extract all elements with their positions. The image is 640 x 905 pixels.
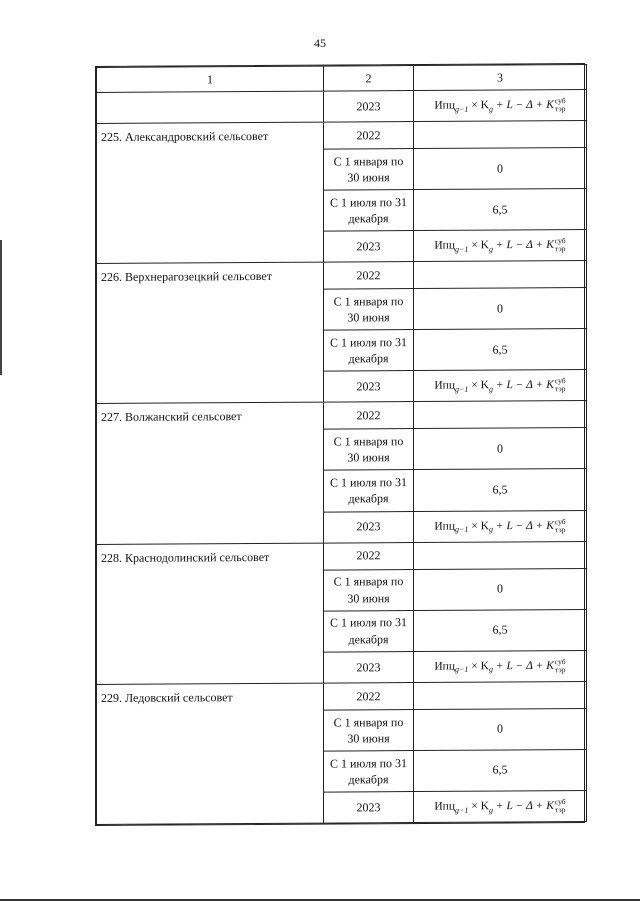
formula-k-subscript: g [488, 524, 493, 534]
formula-superscript: суб [554, 797, 566, 807]
value-cell [414, 121, 587, 149]
period-cell: С 1 июля по 31 декабря [324, 190, 414, 232]
value-cell: 0 [414, 708, 587, 750]
table-row [97, 681, 587, 711]
page-number: 45 [314, 36, 326, 50]
formula-k-ter: K [546, 379, 554, 392]
value-cell [414, 681, 587, 709]
tariff-table-frame [95, 63, 585, 826]
continuation-name-cell [97, 91, 324, 123]
formula-subscript: g−1 [455, 665, 469, 675]
formula-times: × [468, 659, 481, 673]
formula-times: × [468, 379, 481, 392]
formula-k-subscript: g [488, 244, 493, 254]
period-cell: 2023 [324, 511, 414, 543]
formula-cell [414, 510, 587, 542]
value-cell: 6,5 [414, 329, 587, 371]
formula-base: Ипц [434, 99, 455, 112]
value-cell: 6,5 [414, 749, 587, 791]
formula-base: Ипц [434, 379, 455, 392]
period-cell: С 1 января по 30 июня [324, 429, 414, 471]
formula-base: Ипц [434, 239, 455, 252]
formula-k: K [480, 99, 489, 112]
value-cell [414, 261, 587, 289]
formula-k-subscript: g [488, 664, 493, 674]
header-col-3: 3 [414, 64, 587, 90]
period-cell: 2022 [324, 402, 414, 430]
formula-k-ter: K [546, 98, 554, 111]
formula-base: Ипц [434, 800, 455, 813]
formula-lowerscript: тэр [555, 524, 566, 534]
settlement-name: 225. Александровский сельсовет [97, 122, 324, 264]
formula-subscript: g−1 [455, 805, 469, 815]
formula-subscript: g−1 [455, 384, 469, 394]
formula-lowerscript: тэр [555, 664, 566, 674]
formula-rest: + L − Δ + [492, 379, 547, 392]
period-cell: 2022 [324, 682, 414, 710]
period-cell: С 1 июля по 31 декабря [324, 750, 414, 792]
period-cell: С 1 января по 30 июня [324, 289, 414, 331]
value-cell: 0 [414, 288, 587, 330]
formula-cell [414, 650, 587, 682]
formula-lowerscript: тэр [555, 104, 566, 114]
scan-bottom-line [0, 899, 640, 901]
formula-superscript: суб [554, 96, 566, 106]
period-cell: С 1 июля по 31 декабря [324, 610, 414, 652]
formula-k: K [480, 519, 489, 532]
table-row [97, 121, 587, 151]
period-cell: 2022 [324, 122, 414, 150]
formula-k-subscript: g [488, 384, 493, 394]
formula-times: × [468, 239, 481, 252]
formula-k-ter: K [546, 519, 554, 532]
settlement-name: 227. Волжанский сельсовет [97, 402, 324, 544]
formula-k: K [480, 800, 489, 813]
period-cell: 2022 [324, 262, 414, 290]
settlement-name: 229. Ледовский сельсовет [97, 683, 324, 825]
settlement-name: 226. Верхнерагозецкий сельсовет [97, 262, 324, 404]
tariff-table [96, 64, 587, 825]
settlement-name: 228. Краснодолинский сельсовет [97, 543, 324, 685]
scan-edge-mark [0, 240, 2, 375]
formula-rest: + L − Δ + [492, 659, 547, 672]
value-cell: 0 [414, 568, 587, 610]
formula-rest: + L − Δ + [492, 98, 547, 112]
continuation-period: 2023 [324, 91, 414, 123]
formula-k-scripts [555, 377, 566, 393]
formula-cell [414, 230, 587, 262]
formula-k-subscript: g [488, 805, 493, 815]
value-cell: 6,5 [414, 189, 587, 231]
period-cell: 2023 [324, 231, 414, 263]
formula-k-ter: K [546, 799, 554, 812]
period-cell: 2023 [324, 651, 414, 683]
continuation-row [97, 90, 587, 124]
formula-k-scripts [555, 798, 566, 814]
value-cell: 0 [414, 148, 587, 190]
value-cell: 6,5 [414, 469, 587, 511]
formula-rest: + L − Δ + [492, 799, 547, 813]
value-cell: 6,5 [414, 609, 587, 651]
formula-k-ter: K [546, 239, 554, 252]
formula-k-subscript: g [488, 104, 493, 114]
period-cell: С 1 января по 30 июня [324, 709, 414, 751]
formula-subscript: g−1 [455, 524, 469, 534]
formula-superscript: суб [554, 376, 566, 386]
formula-k-scripts [555, 518, 566, 534]
formula-subscript: g−1 [455, 244, 469, 254]
table-row [97, 261, 587, 291]
period-cell: С 1 июля по 31 декабря [324, 330, 414, 372]
period-cell: 2023 [324, 791, 414, 823]
header-col-2: 2 [324, 66, 414, 92]
formula-times: × [468, 99, 481, 112]
formula-lowerscript: тэр [555, 244, 566, 254]
formula-base: Ипц [434, 660, 455, 673]
value-cell: 0 [414, 428, 587, 470]
formula-superscript: суб [554, 656, 566, 666]
table-row [97, 541, 587, 571]
table-row [97, 401, 587, 431]
formula-cell [414, 370, 587, 402]
header-col-1: 1 [97, 66, 324, 92]
formula-k-scripts [555, 97, 566, 113]
formula-k-scripts [555, 237, 566, 253]
period-cell: С 1 января по 30 июня [324, 569, 414, 611]
formula-rest: + L − Δ + [492, 519, 547, 532]
formula-k-scripts [555, 658, 566, 674]
formula-superscript: суб [554, 516, 566, 526]
period-cell: 2022 [324, 542, 414, 570]
formula-cell [414, 90, 587, 122]
formula-lowerscript: тэр [555, 384, 566, 394]
formula-lowerscript: тэр [555, 805, 566, 815]
formula-superscript: суб [554, 236, 566, 246]
value-cell [414, 541, 587, 569]
period-cell: С 1 января по 30 июня [324, 149, 414, 191]
formula-base: Ипц [434, 519, 455, 533]
value-cell [414, 401, 587, 429]
header-row [97, 64, 587, 92]
formula-k: K [480, 659, 489, 672]
formula-cell [414, 790, 587, 822]
period-cell: С 1 июля по 31 декабря [324, 470, 414, 512]
formula-rest: + L − Δ + [492, 239, 547, 252]
formula-k-ter: K [546, 659, 554, 672]
formula-times: × [468, 519, 481, 532]
formula-times: × [468, 800, 481, 813]
period-cell: 2023 [324, 371, 414, 403]
formula-k: K [480, 379, 489, 392]
formula-subscript: g−1 [455, 104, 469, 114]
formula-k: K [480, 239, 489, 252]
